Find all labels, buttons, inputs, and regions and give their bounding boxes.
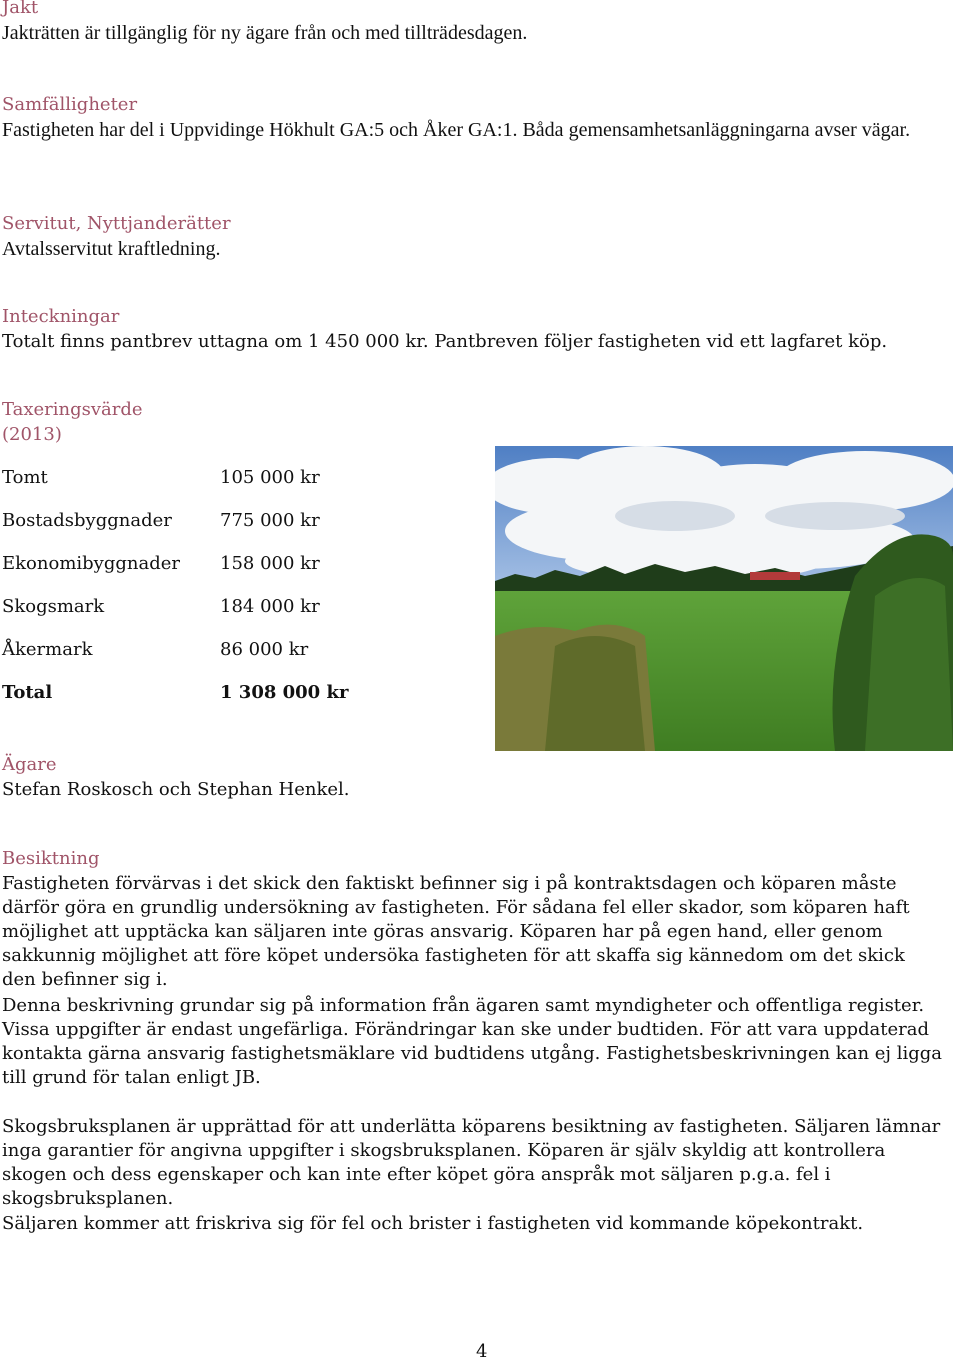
paragraph-besiktning-4: Säljaren kommer att friskriva sig för fel och brister i fastigheten vid kommande köpekontrakt. [2,1213,864,1234]
taxering-value: 184 000 kr [220,596,320,617]
taxering-label: Bostadsbyggnader [2,510,172,531]
landscape-photo-svg [495,446,953,751]
landscape-photo [495,446,953,751]
taxering-row-skog [2,594,482,620]
taxering-row-aker [2,637,482,663]
paragraph-besiktning-3: Skogsbruksplanen är upprättad för att underlätta köparens besiktning av fastigheten. Säljaren lämnar inga garantier för angivna uppgifter i skogsbruksplanen. Köparen är själv skyldig att kontrollera skogen och dess egenskaper och kan inte efter köpet göra anspråk mot säljaren p.g.a. fel i skogsbruksplanen. [2,1116,941,1209]
heading-taxering-year: (2013) [2,424,62,445]
taxering-label: Ekonomibyggnader [2,553,180,574]
text-jakt: Jakträtten är tillgänglig för ny ägare från och med tillträdesdagen. [2,22,528,44]
taxering-row-tomt [2,465,482,491]
heading-agare: Ägare [2,754,57,775]
paragraph-besiktning-1: Fastigheten förvärvas i det skick den faktiskt befinner sig i på kontraktsdagen och köparen måste därför göra en grundlig undersökning av fastigheten. För sådana fel eller skador, som köparen haft möjlighet att upptäcka kan säljaren inte göras ansvarig. Köparen har på egen hand, eller genom sakkunnig möjlighet att före köpet undersöka fastigheten för att skaffa sig kännedom om det skick den befinner sig i. [2,873,910,990]
text-agare: Stefan Roskosch och Stephan Henkel. [2,779,350,800]
heading-besiktning: Besiktning [2,848,100,869]
taxering-value: 775 000 kr [220,510,320,531]
heading-taxering: Taxeringsvärde [2,399,143,420]
taxering-row-bostad [2,508,482,534]
heading-servitut: Servitut, Nyttjanderätter [2,213,231,234]
taxering-label: Tomt [2,467,48,488]
page-number: 4 [476,1341,488,1362]
taxering-label: Skogsmark [2,596,105,617]
taxering-value: 86 000 kr [220,639,309,660]
heading-samfalligheter: Samfälligheter [2,94,138,115]
paragraph-besiktning-2: Denna beskrivning grundar sig på information från ägaren samt myndigheter och offentliga register. Vissa uppgifter är endast ungefärliga. Förändringar kan ske under budtiden. För att vara uppdaterad kontakta gärna ansvarig fastighetsmäklare vid budtidens utgång. Fastighetsbeskrivningen kan ej ligga till grund för talan enligt JB. [2,995,943,1088]
taxering-value: 1 308 000 kr [220,682,349,703]
taxering-value: 105 000 kr [220,467,320,488]
taxering-row-ekonomi [2,551,482,577]
heading-inteckningar: Inteckningar [2,306,120,327]
taxering-label: Åkermark [2,639,93,660]
heading-jakt: Jakt [2,0,39,18]
taxering-label: Total [2,682,53,703]
text-servitut: Avtalsservitut kraftledning. [2,238,221,260]
text-samfalligheter: Fastigheten har del i Uppvidinge Hökhult GA:5 och Åker GA:1. Båda gemensamhetsanläggningarna avser vägar. [2,119,911,141]
text-inteckningar: Totalt finns pantbrev uttagna om 1 450 000 kr. Pantbreven följer fastigheten vid ett lagfaret köp. [2,331,888,352]
taxering-value: 158 000 kr [220,553,320,574]
taxering-row-total [2,680,482,706]
